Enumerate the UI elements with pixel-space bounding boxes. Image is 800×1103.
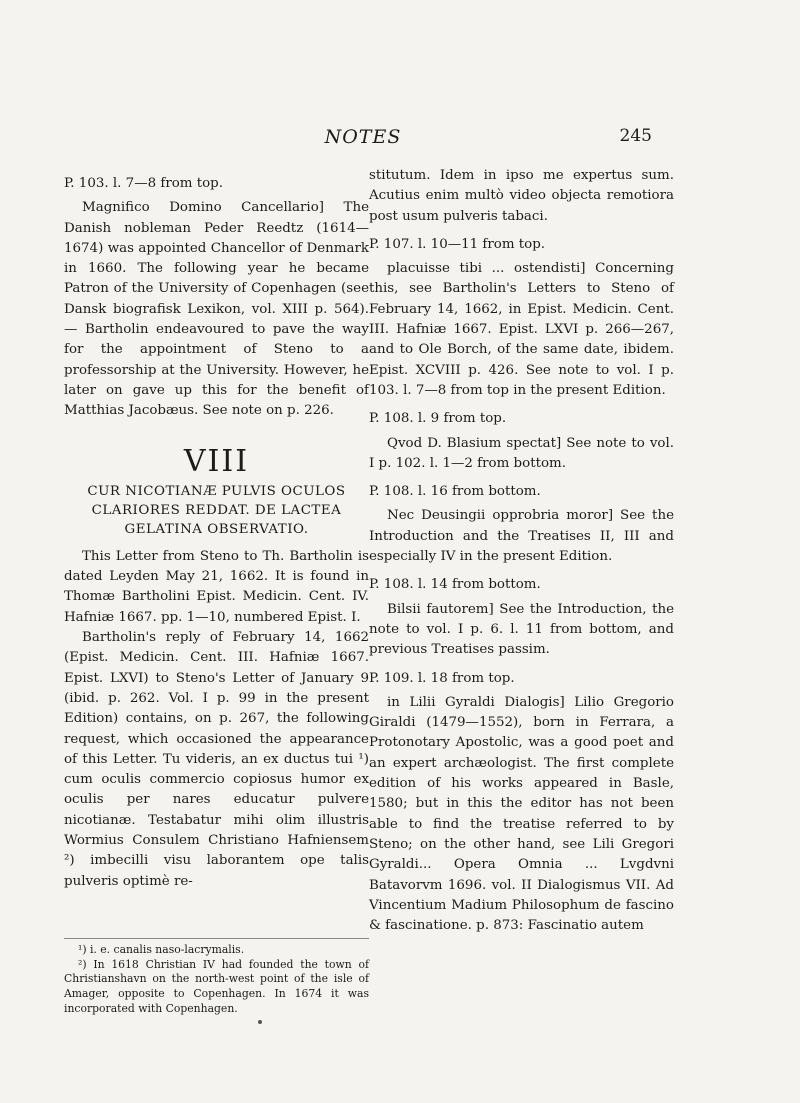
left-column [64,166,369,892]
note-location: P. 103. l. 7—8 from top. [64,176,224,191]
note-text: Magnifico Domino Cancellario] The Danish nobleman Peder Reedtz (1614—1674) was appointed Chancellor of Denmark in 1660. The following year he became Patron of the University of Copenhagen (see Dansk biografisk Lexikon, vol. XIII p. 564). — Bartholin endeavoured to pave the way for the appointment of Steno to a professorship at the University. However, he later on gave up this for the benefit of Matthias Jacobæus. See note on p. 226. [64,200,369,419]
footnotes [64,938,369,1017]
continued-text: stitutum. Idem in ipso me expertus sum. Acutius enim multò video objecta remotiora post usum pulveris tabaci. [369,168,674,224]
footnote: ²) In 1618 Christian IV had founded the town of Christianshavn on the north-west point of the isle of Amager, opposite to Copenhagen. In 1674 it was incorporated with Copenhagen. [64,957,369,1015]
decorative-dot [258,1020,262,1024]
note-location: P. 109. l. 18 from top. [369,670,515,686]
note-location: P. 107. l. 10—11 from top. [369,236,546,252]
note-text: in Lilii Gyraldi Dialogis] Lilio Gregorio Giraldi (1479—1552), born in Ferrara, a Protonotary Apostolic, was a good poet and an expert archæologist. The first complete edition of his works appeared in Basle, 1580; but in this the editor has not been able to find the treatise referred to by Steno; on the other hand, see Lili Gregori Gyraldi... Opera Omnia ... Lvgdvni Batavorvm 1696. vol. II Dialogismus VII. Ad Vincentium Madium Philosophum de fascino & fascinatione. p. 873: Fascinatio autem [369,694,674,934]
running-head-title: NOTES [324,126,402,148]
note-location: P. 108. l. 9 from top. [369,411,507,427]
footnote: ¹) i. e. canalis naso-lacrymalis. [78,943,245,956]
page-number: 245 [619,126,652,146]
note-location: P. 108. l. 14 from bottom. [369,577,541,593]
note-text: Nec Deusingii opprobria moror] See the Introduction and the Treatises II, III and especially IV in the present Edition. [369,508,674,565]
note-text: placuisse tibi ... ostendisti] Concerning this, see Bartholin's Letters to Steno of February 14, 1662, in Epist. Medicin. Cent. III. Hafniæ 1667. Epist. LXVI p. 266—267, and to Ole Borch, of the same date, ibidem. Epist. XCVIII p. 426. See note to vol. I p. 103. l. 7—8 from top in the present Edition. [369,261,674,398]
note-location: P. 108. l. 16 from bottom. [369,484,541,500]
section-numeral: VIII [183,443,250,479]
letter-paragraph: This Letter from Steno to Th. Bartholin is dated Leyden May 21, 1662. It is found in Thomæ Bartholini Epist. Medicin. Cent. IV. Hafniæ 1667. pp. 1—10, numbered Epist. I. [64,548,369,625]
letter-paragraph: Bartholin's reply of February 14, 1662 (Epist. Medicin. Cent. III. Hafniæ 1667. Epist. LXVI) to Steno's Letter of January 9 (ibid. p. 262. Vol. I p. 99 in the present Edition) contains, on p. 267, the following request, which occasioned the appearance of this Letter. Tu videris, an ex ductus tui ¹) cum oculis commercio copiosus humor ex oculis per nares educatur pulvere nicotianæ. Testabatur mihi olim illustris Wormius Consulem Christiano Hafniensem ²) imbecilli visu laborantem ope talis pulveris optimè re- [64,630,369,889]
letter-title: CUR NICOTIANÆ PULVIS OCULOS CLARIORES REDDAT. DE LACTEA GELATINA OBSERVATIO. [87,483,346,537]
right-column [369,166,674,936]
note-text: Qvod D. Blasium spectat] See note to vol. I p. 102. l. 1—2 from bottom. [369,435,674,471]
note-text: Bilsii fautorem] See the Introduction, the note to vol. I p. 6. l. 11 from bottom, and previous Treatises passim. [369,601,674,658]
